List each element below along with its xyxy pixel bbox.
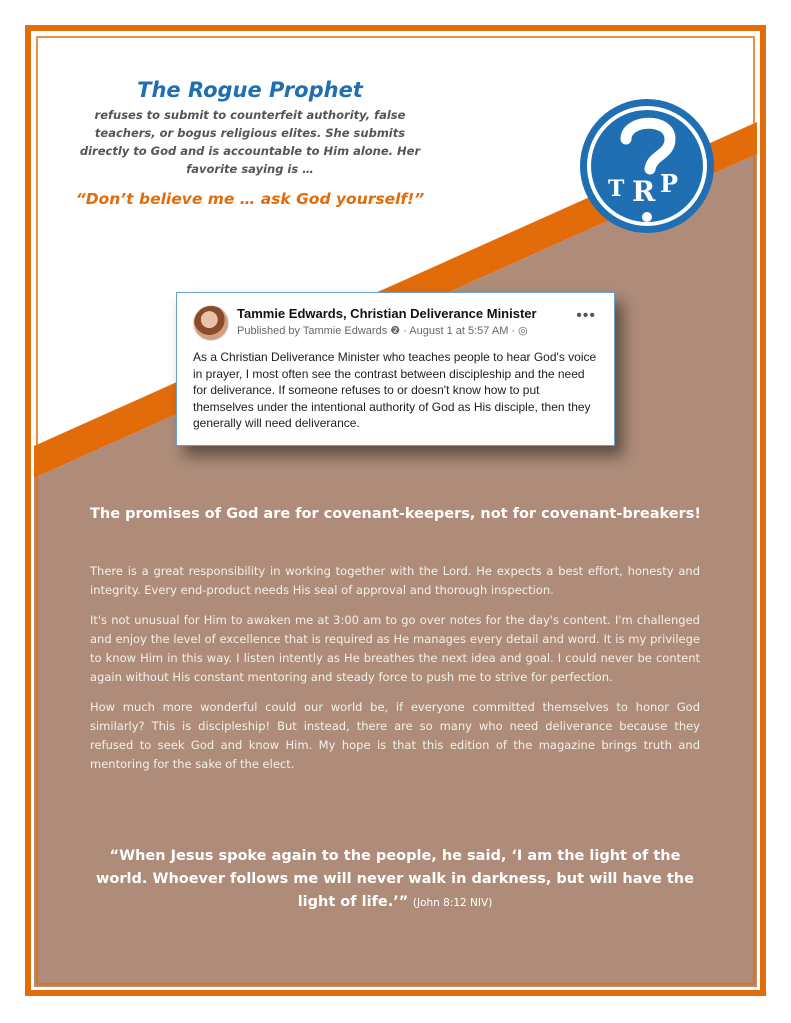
- svg-text:P: P: [660, 169, 679, 198]
- svg-text:T: T: [608, 176, 625, 202]
- question-mark-logo-icon: [578, 97, 716, 235]
- scripture-reference: (John 8:12 NIV): [412, 897, 493, 909]
- more-options-icon[interactable]: •••: [576, 307, 596, 324]
- paragraph: It's not unusual for Him to awaken me at 3:00 am to go over notes for the day's content. I'm challenged and enjoy the level of excellence that is required as He manages every detail and word. It is my privilege to know Him in this way. I listen intently as He breathes the next idea and goal. I could never be content again without His constant mentoring and steady force to push me to strive for perfection.: [90, 613, 700, 684]
- facebook-post-card: [176, 292, 615, 446]
- post-body: As a Christian Deliverance Minister who teaches people to hear God's voice in prayer, I most often see the contrast between discipleship and the need for deliverance. If someone refuses to or doesn't know how to put themselves under the intentional authority of God as His disciple, then they generally will need deliverance.: [193, 350, 597, 430]
- favorite-saying: “Don’t believe me … ask God yourself!”: [75, 190, 425, 208]
- header-block: [70, 76, 430, 210]
- scripture-quote: “When Jesus spoke again to the people, he said, ‘I am the light of the world. Whoever follows me will never walk in darkness, but will have the light of life.’”: [96, 848, 694, 910]
- post-meta: Published by Tammie Edwards ❷ · August 1 at 5:57 AM · ◎: [237, 325, 528, 337]
- post-author[interactable]: Tammie Edwards, Christian Deliverance Minister: [237, 306, 537, 321]
- paragraph: How much more wonderful could our world be, if everyone committed themselves to honor God similarly? This is discipleship! But instead, there are so many who need deliverance because they refused to seek God and know Him. My hope is that this edition of the magazine brings truth and mentoring for the sake of the elect.: [90, 700, 700, 771]
- scripture-block: [95, 845, 695, 915]
- paragraph: There is a great responsibility in working together with the Lord. He expects a best effort, honesty and integrity. Every end-product needs His seal of approval and thorough inspection.: [90, 564, 700, 597]
- magazine-title: The Rogue Prophet: [137, 78, 363, 102]
- tagline: The promises of God are for covenant-keepers, not for covenant-breakers!: [90, 506, 701, 522]
- article-body: [90, 562, 700, 785]
- avatar[interactable]: [193, 305, 229, 341]
- header-description: refuses to submit to counterfeit authority, false teachers, or bogus religious elites. She submits directly to God and is accountable to Him alone. Her favorite saying is …: [79, 108, 421, 176]
- svg-text:R: R: [632, 175, 656, 208]
